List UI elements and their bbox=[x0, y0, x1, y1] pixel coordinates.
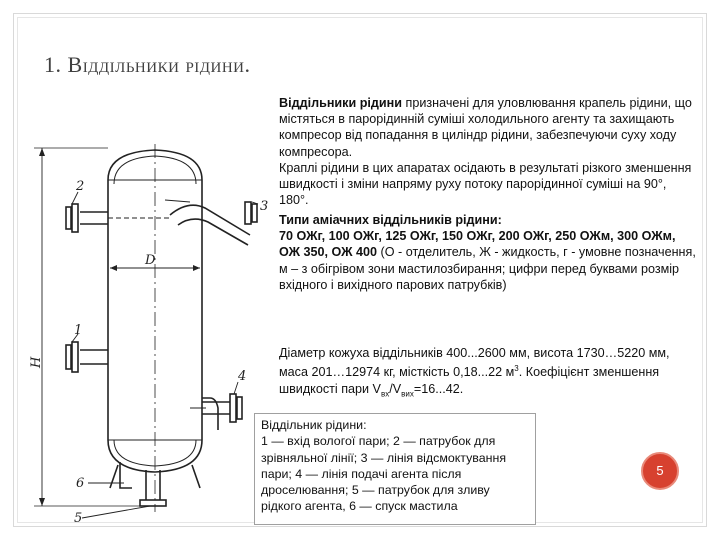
specs-sup: 3 bbox=[514, 364, 519, 374]
specs-paragraph bbox=[279, 345, 699, 402]
specs-sub-out: вих bbox=[401, 389, 414, 399]
title-number: 1. bbox=[44, 52, 68, 77]
legend-items: 1 — вхід вологої пари; 2 — патрубок для зрівняльної лінії; 3 — лінія відсмоктування пари; 4 — лінія подачі агента після дроселювання; 5 — патрубок для зливу рідкого агента, 6 — спуск мастила bbox=[261, 434, 507, 514]
title-cap-1: В bbox=[67, 52, 83, 77]
title-cap-2: р bbox=[185, 52, 195, 77]
legend-heading: Віддільник рідини: bbox=[261, 418, 367, 432]
specs-text-2: . Коефіцієнт зменшення швидкості пари V bbox=[279, 365, 660, 396]
dim-diameter: D bbox=[145, 253, 156, 268]
intro-text: призначені для уловлювання крапель рідини, що містяться в парорідинній суміші холодильного агенту та захищають компресор від попадання в циліндр рідини, забезпечуючи суху ходу компресора. bbox=[279, 96, 692, 159]
types-heading: Типи аміачних віддільників рідини: bbox=[279, 213, 502, 227]
page-number-badge: 5 bbox=[641, 452, 679, 490]
label-6: 6 bbox=[76, 476, 85, 491]
label-4: 4 bbox=[238, 369, 247, 384]
intro-term: Віддільники рідини bbox=[279, 96, 402, 110]
specs-text-3: /V bbox=[389, 381, 402, 396]
title-rest-2: ідини. bbox=[194, 52, 251, 77]
title-rest-1: іддільники bbox=[82, 52, 186, 77]
specs-text-1: Діаметр кожуха віддільників 400...2600 мм, висота 1730…5220 мм, маса 201…12974 кг, місткість 0,18...22 м bbox=[279, 346, 670, 380]
types-explanation: (О - отделитель, Ж - жидкость, г - умовне позначення, м – з обігрівом зони мастилозбирання; цифри перед буквами розмір вхідного і вихідного парових патрубків) bbox=[279, 245, 696, 292]
label-2: 2 bbox=[76, 179, 85, 194]
figure-legend bbox=[254, 413, 536, 525]
label-5: 5 bbox=[74, 511, 83, 525]
intro-text-2: Краплі рідини в цих апаратах осідають в результаті різкого зменшення швидкості і зміни напряму руху потоку парорідинної суміші на 90°, 180°. bbox=[279, 160, 692, 208]
label-3: 3 bbox=[260, 199, 269, 214]
types-models: 70 ОЖг, 100 ОЖг, 125 ОЖг, 150 ОЖг, 200 ОЖг, 250 ОЖм, 300 ОЖм, ОЖ 350, ОЖ 400 bbox=[279, 229, 676, 260]
separator-drawing bbox=[20, 140, 280, 525]
dim-height: H bbox=[29, 356, 44, 368]
slide-title bbox=[44, 52, 251, 78]
intro-paragraph bbox=[279, 95, 699, 208]
specs-sub-in: вх bbox=[380, 389, 390, 399]
label-1: 1 bbox=[74, 323, 83, 338]
types-paragraph bbox=[279, 212, 699, 293]
specs-text-4: =16...42. bbox=[413, 381, 464, 396]
